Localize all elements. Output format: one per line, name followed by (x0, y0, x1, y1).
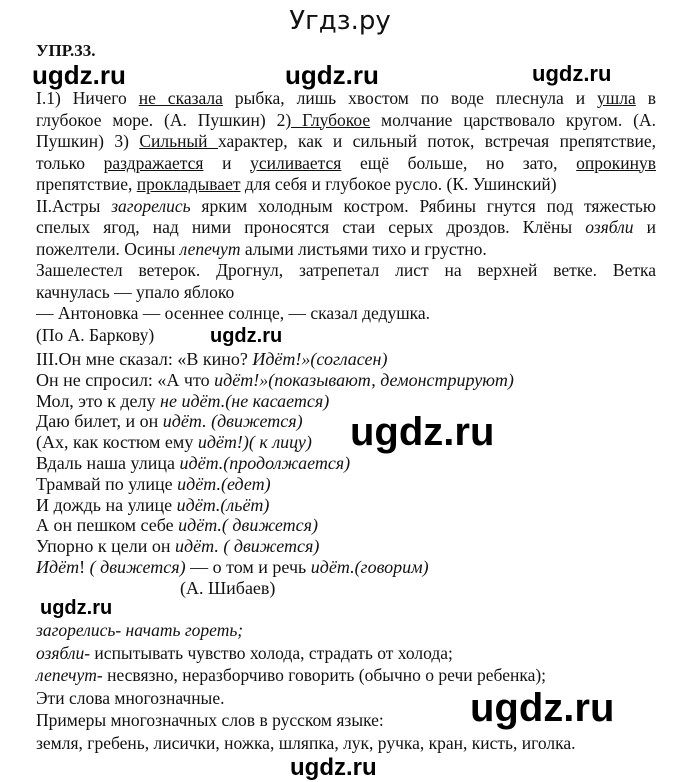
text-segment: характер, как и сильный поток, встречая препятствие, (217, 131, 656, 151)
italic-text: идёт.(продолжается) (179, 453, 351, 473)
underlined-word: ) Глубокое (285, 109, 371, 130)
text-segment: II.Астры (36, 195, 112, 216)
text-segment: III.Он мне сказал: «В кино? (36, 349, 253, 369)
italic-text: идёт.(едет) (177, 473, 271, 494)
text-segment: Мол, это к делу (36, 390, 161, 411)
text-segment: Примеры многозначных слов в русском языке: (36, 710, 384, 730)
poem-line (36, 370, 656, 390)
poem-line (36, 515, 656, 535)
watermark: ugdz.ru (532, 61, 612, 86)
underlined-word: Сильный (139, 131, 218, 151)
text-segment: Трамвай по улице (36, 473, 178, 494)
text-segment: глубокое море. (А. Пушкин) 2 (36, 109, 286, 130)
poem-line (36, 453, 656, 473)
underlined-word: опрокинув (576, 152, 656, 173)
italic-text: идёт.(льёт) (176, 494, 270, 515)
text-segment: Пушкин) 3) (36, 131, 140, 151)
paragraph-line (36, 196, 656, 217)
italic-text: озябли (36, 642, 85, 663)
paragraph-line (36, 131, 656, 152)
text-segment: I.1) Ничего (36, 88, 139, 108)
watermark: ugdz.ru (350, 410, 495, 454)
italic-text: идёт.( движется) (178, 515, 318, 536)
paragraph-line (36, 260, 656, 281)
italic-text: идёт!»(показывают, демонстрируют) (214, 369, 514, 390)
underlined-word: не сказала (138, 88, 223, 108)
poem-line (36, 349, 656, 369)
note-line (36, 620, 656, 641)
paragraph-line (36, 110, 656, 131)
text-segment: И дождь на улице (36, 494, 177, 515)
paragraph-line (36, 282, 656, 303)
text-segment: — Антоновка — осеннее солнце, — сказал дедушка. (36, 303, 431, 323)
site-title: Угдз.ру (289, 6, 391, 36)
italic-text: Идёт (36, 557, 80, 577)
italic-text: лепечут (36, 665, 97, 685)
italic-text: идёт.(говорим) (310, 557, 429, 577)
italic-text: идёт. ( движется) (175, 536, 320, 557)
exercise-number: УПР.33. (36, 41, 96, 60)
underlined-word: усиливается (250, 152, 342, 173)
text-segment: (А. Шибаев) (36, 577, 276, 598)
poem-line (36, 495, 656, 515)
watermark: ugdz.ru (32, 60, 126, 90)
text-segment: - несвязно, неразборчиво говорить (обычно о речи ребенка); (96, 665, 547, 685)
poem-line (36, 578, 656, 598)
paragraph-line (36, 303, 656, 324)
watermark: ugdz.ru (40, 597, 113, 619)
poem-line (36, 557, 656, 577)
watermark: ugdz.ru (285, 60, 379, 90)
text-segment: (По А. Баркову) (36, 324, 155, 345)
paragraph-line (36, 325, 656, 346)
poem-line (36, 391, 656, 411)
italic-text: загорелись (111, 195, 191, 216)
italic-text: идёт. (движется) (162, 411, 303, 432)
text-segment: алыми листьями тихо и грустно. (240, 238, 487, 259)
note-line (36, 733, 656, 754)
text-segment: молчание царствовало кругом. (А. (370, 109, 656, 130)
italic-text: не идёт.(не касается) (160, 390, 330, 411)
text-segment: Вдаль наша улица (36, 453, 180, 473)
text-segment: и (633, 217, 656, 237)
poem-line (36, 411, 656, 431)
poem-line (36, 536, 656, 556)
underlined-word: ушла (597, 88, 636, 108)
text-segment: рыбка, лишь хвостом по воде плеснула и (222, 88, 598, 108)
text-segment: А он пешком себе (36, 515, 179, 536)
text-segment: пожелтели. Осины (36, 238, 180, 259)
paragraph-line (36, 239, 656, 260)
text-segment: препятствие, (36, 174, 137, 194)
text-segment: только (36, 152, 104, 173)
text-segment: ещё больше, но зато, (341, 152, 577, 173)
paragraph-line (36, 153, 656, 174)
watermark: ugdz.ru (470, 686, 615, 730)
text-segment: земля, гребень, лисички, ножка, шляпка, лук, ручка, кран, кисть, иголка. (36, 732, 576, 753)
paragraph-line (36, 174, 656, 195)
poem-line (36, 432, 656, 452)
underlined-word: прокладывает (136, 174, 241, 194)
text-segment: Даю билет, и он (36, 411, 163, 432)
paragraph-line (36, 217, 656, 238)
text-segment: и (203, 152, 251, 173)
italic-text: идёт!)( к лицу) (197, 432, 312, 453)
text-segment: Зашелестел ветерок. Дрогнул, затрепетал лист на верхней ветке. Ветка (36, 260, 656, 280)
text-segment: в (635, 88, 656, 108)
text-segment: Эти слова многозначные. (36, 687, 225, 708)
italic-text: загорелись- начать гореть; (36, 620, 244, 640)
text-segment: спелых ягод, над ними проносятся стаи серых дроздов. Клёны (36, 217, 586, 237)
note-line (36, 643, 656, 664)
text-segment: - испытывать чувство холода, страдать от холода; (84, 642, 453, 663)
text-segment: (Ах, как костюм ему (36, 432, 198, 453)
text-segment: ! (79, 557, 90, 577)
paragraph-line (36, 88, 656, 109)
text-segment: для себя и глубокое русло. (К. Ушинский) (240, 174, 557, 194)
watermark: ugdz.ru (210, 325, 283, 347)
italic-text: лепечут (179, 238, 241, 259)
italic-text: озябли (585, 217, 634, 237)
italic-text: ( движется) (89, 557, 186, 577)
underlined-word: раздражается (103, 152, 204, 173)
text-segment: качнулась — упало яблоко (36, 281, 235, 302)
italic-text: Идёт!»(согласен) (252, 349, 388, 369)
note-line (36, 665, 656, 686)
watermark: ugdz.ru (290, 754, 377, 781)
text-segment: Он не спросил: «А что (36, 369, 215, 390)
text-segment: — о том и речь (185, 557, 311, 577)
poem-line (36, 474, 656, 494)
text-segment: Упорно к цели он (36, 536, 176, 557)
text-segment: ярким холодным костром. Рябины гнутся под тяжестью (190, 195, 656, 216)
